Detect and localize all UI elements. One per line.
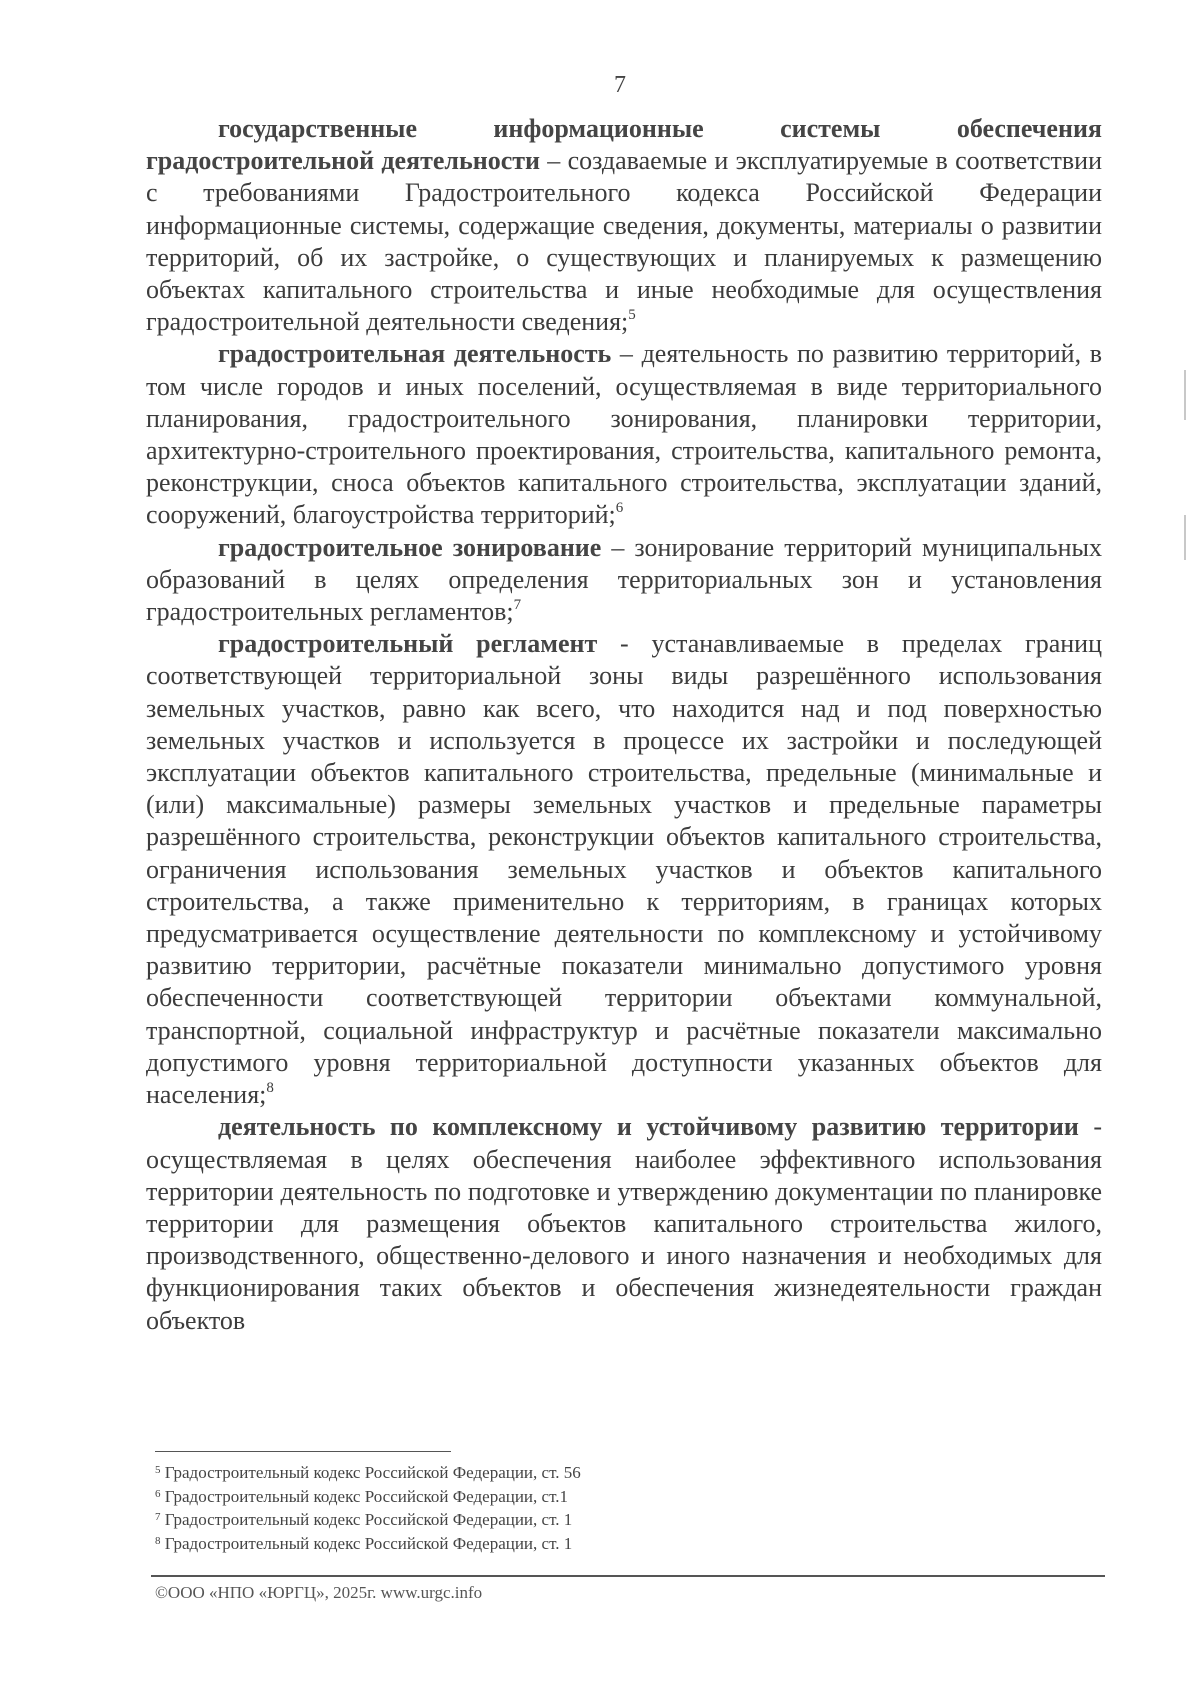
defined-term: деятельность по комплексному и устойчивому развитию территории [218, 1112, 1079, 1142]
footnote [155, 1532, 855, 1556]
footnote-text: Градостроительный кодекс Российской Федерации, ст.1 [160, 1486, 568, 1506]
definition-text: – деятельность по развитию территорий, в том числе городов и иных поселений, осуществляемая в виде территориального планирования, градостроительного зонирования, планировки территории, архитектурно-строительного проектирования, строительства, капитального ремонта, реконструкции, сноса объектов капитального строительства, эксплуатации зданий, сооружений, благоустройства территорий; [146, 339, 1102, 530]
footnote-number: 7 [155, 1511, 161, 1523]
definition-paragraph [146, 532, 1102, 629]
footnote-separator [155, 1451, 451, 1452]
definition-text: - осуществляемая в целях обеспечения наиболее эффективного использования территории деятельность по подготовке и утверждению документации по планировке территории для размещения объектов капитального строительства жилого, производственного, общественно-делового и иного назначения и необходимых для функционирования таких объектов и обеспечения жизнедеятельности граждан объектов [146, 1112, 1102, 1335]
footnote [155, 1461, 855, 1485]
definition-text: - устанавливаемые в пределах границ соответствующей территориальной зоны виды разрешённого использования земельных участков, равно как всего, что находится над и под поверхностью земельных участков и используется в процессе их застройки и последующей эксплуатации объектов капитального строительства, предельные (минимальные и (или) максимальные) размеры земельных участков и предельные параметры разрешённого строительства, реконструкции объектов капитального строительства, ограничения использования земельных участков и объектов капитального строительства, а также применительно к территориям, в границах которых предусматривается осуществление деятельности по комплексному и устойчивому развитию территории, расчётные показатели минимально допустимого уровня обеспеченности соответствующей территории объектами коммунальной, транспортной, социальной инфраструктур и расчётные показатели максимально допустимого уровня территориальной доступности указанных объектов для населения; [146, 629, 1102, 1110]
footnote-ref: 8 [266, 1080, 274, 1097]
defined-term: градостроительная деятельность [218, 339, 612, 369]
defined-term: градостроительный регламент [218, 629, 598, 659]
footnote-number: 5 [155, 1464, 161, 1476]
scan-edge-mark [1184, 370, 1186, 420]
definition-paragraph [146, 1111, 1102, 1336]
body-text [146, 113, 1102, 1337]
definition-text: – зонирование территорий муниципальных образований в целях определения территориальных зон и установления градостроительных регламентов; [146, 532, 1102, 627]
footer-copyright: ©ООО «НПО «ЮРГЦ», 2025г. www.urgc.info [155, 1583, 483, 1602]
footnote-text: Градостроительный кодекс Российской Федерации, ст. 56 [160, 1463, 581, 1482]
footnote-number: 8 [155, 1534, 161, 1547]
page-number: 7 [614, 72, 626, 98]
footer-separator [151, 1575, 1105, 1577]
footnote [155, 1485, 855, 1509]
definition-paragraph [146, 628, 1102, 1111]
footnote-text: Градостроительный кодекс Российской Федерации, ст. 1 [160, 1533, 573, 1553]
definition-paragraph [146, 113, 1102, 338]
scan-edge-mark [1184, 515, 1186, 560]
defined-term: государственные информационные системы обеспечения градостроительной деятельности [146, 114, 1102, 176]
footnotes [155, 1461, 855, 1555]
definition-paragraph [146, 338, 1102, 531]
footnote-ref: 7 [513, 597, 522, 614]
footnote-number: 6 [155, 1487, 161, 1500]
footnote-ref: 6 [615, 500, 624, 517]
footnote-text: Градостроительный кодекс Российской Федерации, ст. 1 [160, 1510, 573, 1529]
definition-text: – создаваемые и эксплуатируемые в соответствии с требованиями Градостроительного кодекса Российской Федерации информационные системы, содержащие сведения, документы, материалы о развитии территорий, об их застройке, о существующих и планируемых к размещению объектах капитального строительства и иные необходимые для осуществления градостроительной деятельности сведения; [146, 146, 1103, 337]
defined-term: градостроительное зонирование [218, 532, 602, 562]
footnote-ref: 5 [628, 307, 636, 324]
footnote [155, 1508, 855, 1532]
